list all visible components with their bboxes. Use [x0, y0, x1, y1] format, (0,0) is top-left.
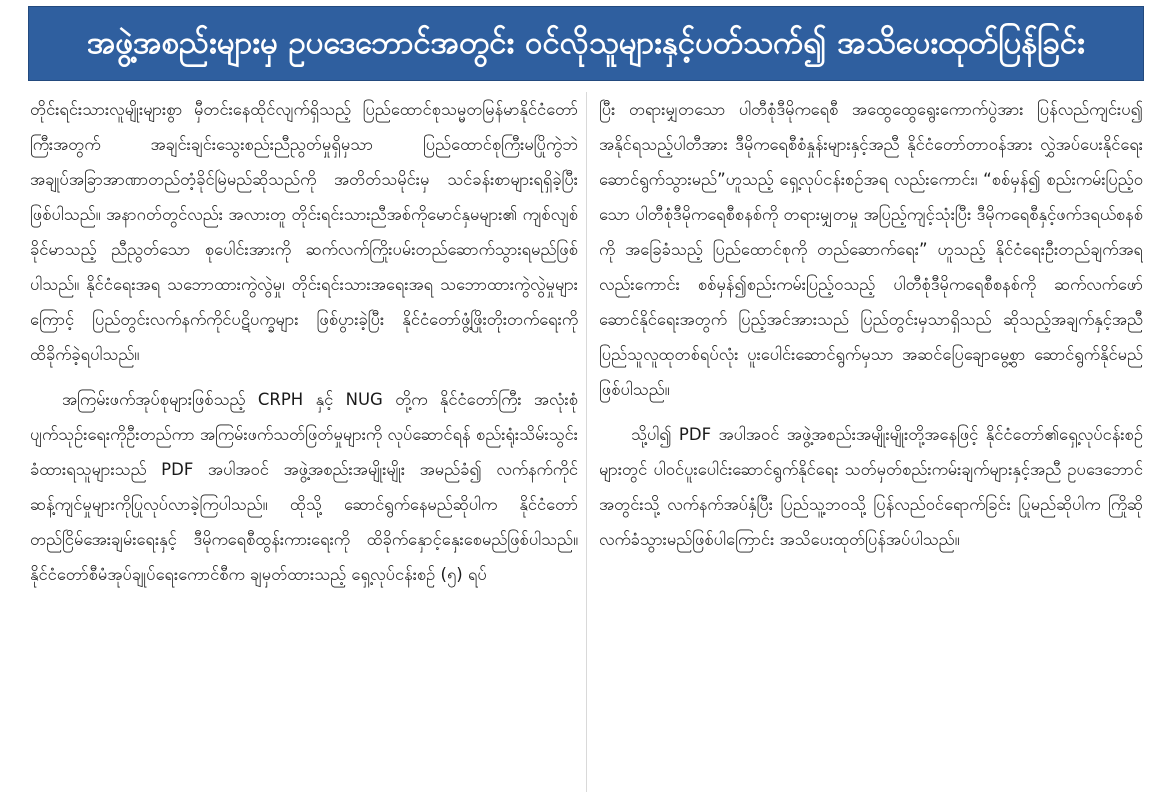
article-paragraph: သို့ပါ၍ PDF အပါအဝင် အဖွဲ့အစည်းအမျိုးမျိုးတို့အနေဖြင့် နိုင်ငံတော်၏ရှေ့လုပ်ငန်းစဉ်များတွင် ပါဝင်ပူးပေါင်းဆောင်ရွက်နိုင်ရေး သတ်မှတ်စည်းကမ်းချက်များနှင့်အညီ ဥပဒေဘောင်အတွင်းသို့ လက်နက်အပ်နှံပြီး ပြည်သူ့ဘဝသို့ ပြန်လည်ဝင်ရောက်ခြင်း ပြုမည်ဆိုပါက ကြိုဆိုလက်ခံသွားမည်ဖြစ်ပါကြောင်း အသိပေးထုတ်ပြန်အပ်ပါသည်။	[599, 425, 1143, 549]
headline-title: အဖွဲ့အစည်းများမှ ဥပဒေဘောင်အတွင်း ဝင်လိုသူများနှင့်ပတ်သက်၍ အသိပေးထုတ်ပြန်ခြင်း	[86, 25, 1086, 61]
headline-banner	[28, 6, 1144, 81]
article-paragraph: အကြမ်းဖက်အုပ်စုများဖြစ်သည့် CRPH နှင့် NUG တို့က နိုင်ငံတော်ကြီး အလုံးစုံပျက်သုဉ်းရေးကိုဦးတည်ကာ အကြမ်းဖက်သတ်ဖြတ်မှုများကို လုပ်ဆောင်ရန် စည်းရုံးသိမ်းသွင်းခံထားရသူများသည် PDF အပါအဝင် အဖွဲ့အစည်းအမျိုးမျိုး အမည်ခံ၍ လက်နက်ကိုင် ဆန့်ကျင်မှုများကိုပြုလုပ်လာခဲ့ကြပါသည်။ ထိုသို့ ဆောင်ရွက်နေမည်ဆိုပါက နိုင်ငံတော်တည်ငြိမ်အေးချမ်းရေးနှင့် ဒီမိုကရေစီထွန်းကားရေးကို ထိခိုက်နှောင့်နှေးစေမည်ဖြစ်ပါသည်။ နိုင်ငံတော်စီမံအုပ်ချုပ်ရေးကောင်စီက ချမှတ်ထားသည့် ရှေ့လုပ်ငန်းစဉ် (၅) ရပ်	[30, 390, 578, 584]
article-paragraph: တိုင်းရင်းသားလူမျိုးများစွာ မှီတင်းနေထိုင်လျက်ရှိသည့် ပြည်ထောင်စုသမ္မတမြန်မာနိုင်ငံတော်ကြီးအတွက် အချင်းချင်းသွေးစည်းညီညွတ်မှုရှိမှသာ ပြည်ထောင်စုကြီးမပြိုကွဲဘဲ အချုပ်အခြာအာဏာတည်တံ့ခိုင်မြဲမည်ဆိုသည်ကို အတိတ်သမိုင်းမှ သင်ခန်းစာများရရှိခဲ့ပြီး ဖြစ်ပါသည်။ အနာဂတ်တွင်လည်း အလားတူ တိုင်းရင်းသားညီအစ်ကိုမောင်နှမများ၏ ကျစ်လျစ်ခိုင်မာသည့် ညီညွတ်သော စုပေါင်းအားကို ဆက်လက်ကြိုးပမ်းတည်ဆောက်သွားရမည်ဖြစ်ပါသည်။ နိုင်ငံရေးအရ သဘောထားကွဲလွဲမှု၊ တိုင်းရင်းသားအရေးအရ သဘောထားကွဲလွဲမှုများကြောင့် ပြည်တွင်းလက်နက်ကိုင်ပဋိပက္ခများ ဖြစ်ပွားခဲ့ပြီး နိုင်ငံတော်ဖွံ့ဖြိုးတိုးတက်ရေးကို ထိခိုက်ခဲ့ရပါသည်။	[30, 100, 578, 364]
column-divider	[586, 92, 587, 792]
article-paragraph: ပြီး တရားမျှတသော ပါတီစုံဒီမိုကရေစီ အထွေထွေရွေးကောက်ပွဲအား ပြန်လည်ကျင်းပ၍ အနိုင်ရသည့်ပါတီအား ဒီမိုကရေစီစံနှုန်းများနှင့်အညီ နိုင်ငံတော်တာဝန်အား လွှဲအပ်ပေးနိုင်ရေး ဆောင်ရွက်သွားမည်”ဟူသည့် ရှေ့လုပ်ငန်းစဉ်အရ လည်းကောင်း၊ “စစ်မှန်၍ စည်းကမ်းပြည့်ဝသော ပါတီစုံဒီမိုကရေစီစနစ်ကို တရားမျှတမှု အပြည့်ကျင့်သုံးပြီး ဒီမိုကရေစီနှင့်ဖက်ဒရယ်စနစ်ကို အခြေခံသည့် ပြည်ထောင်စုကို တည်ဆောက်ရေး” ဟူသည့် နိုင်ငံရေးဦးတည်ချက်အရ လည်းကောင်း စစ်မှန်၍စည်းကမ်းပြည့်ဝသည့် ပါတီစုံဒီမိုကရေစီစနစ်ကို ဆက်လက်ဖော်ဆောင်နိုင်ရေးအတွက် ပြည့်အင်အားသည် ပြည်တွင်းမှသာရှိသည် ဆိုသည့်အချက်နှင့်အညီ ပြည်သူလူထုတစ်ရပ်လုံး ပူးပေါင်းဆောင်ရွက်မှသာ အဆင်ပြေချောမွေ့စွာ ဆောင်ရွက်နိုင်မည်ဖြစ်ပါသည်။	[599, 100, 1143, 399]
article-column-left	[30, 92, 578, 800]
article-column-right	[599, 92, 1143, 800]
